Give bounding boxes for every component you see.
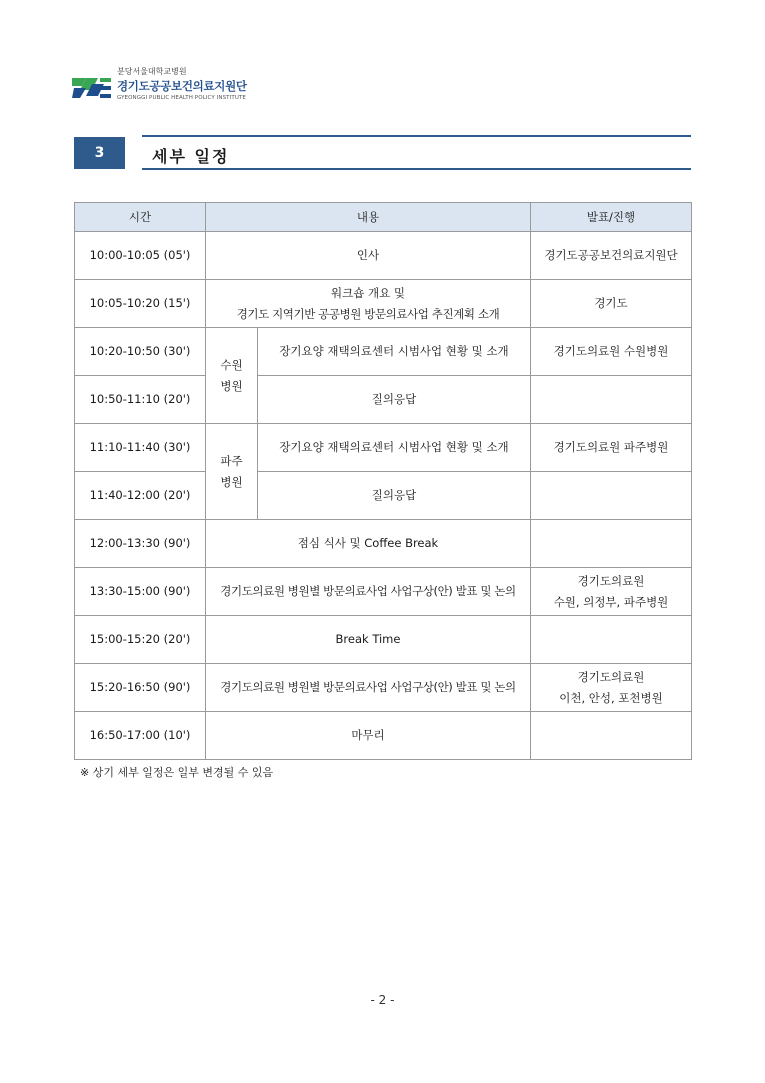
presenter-cell <box>531 472 692 520</box>
logo-main-text: 경기도공공보건의료지원단 <box>117 79 247 93</box>
content-cell: 점심 식사 및 Coffee Break <box>206 520 531 568</box>
content-cell: Break Time <box>206 616 531 664</box>
content-cell: 장기요양 재택의료센터 시범사업 현황 및 소개 <box>258 424 531 472</box>
table-row <box>75 520 692 568</box>
schedule-table <box>74 202 692 760</box>
presenter-cell <box>531 568 692 616</box>
institute-logo <box>72 66 272 108</box>
page-number: - 2 - <box>370 993 395 1007</box>
presenter-cell <box>531 712 692 760</box>
content-cell: 마무리 <box>206 712 531 760</box>
content-line: 경기도 지역기반 공공병원 방문의료사업 추진계획 소개 <box>236 306 500 321</box>
time-cell: 10:00-10:05 (05') <box>75 232 206 280</box>
table-row <box>75 280 692 328</box>
presenter-cell <box>531 616 692 664</box>
time-cell: 15:00-15:20 (20') <box>75 616 206 664</box>
presenter-line: 경기도의료원 <box>577 573 645 588</box>
section-title: 세부 일정 <box>152 147 230 166</box>
section-number: 3 <box>74 137 125 169</box>
logo-mark-icon <box>72 74 112 100</box>
content-cell: 장기요양 재택의료센터 시범사업 현황 및 소개 <box>258 328 531 376</box>
header-content: 내용 <box>206 203 531 232</box>
content-cell: 질의응답 <box>258 472 531 520</box>
time-cell: 10:20-10:50 (30') <box>75 328 206 376</box>
footnote: ※ 상기 세부 일정은 일부 변경될 수 있음 <box>80 766 274 779</box>
time-cell: 11:10-11:40 (30') <box>75 424 206 472</box>
content-cell: 인사 <box>206 232 531 280</box>
table-row <box>75 424 692 472</box>
table-row <box>75 232 692 280</box>
presenter-cell <box>531 376 692 424</box>
content-cell: 경기도의료원 병원별 방문의료사업 사업구상(안) 발표 및 논의 <box>206 664 531 712</box>
presenter-cell <box>531 520 692 568</box>
time-cell: 13:30-15:00 (90') <box>75 568 206 616</box>
table-row <box>75 616 692 664</box>
header-time: 시간 <box>75 203 206 232</box>
time-cell: 12:00-13:30 (90') <box>75 520 206 568</box>
time-cell: 15:20-16:50 (90') <box>75 664 206 712</box>
presenter-line: 경기도의료원 <box>577 669 645 684</box>
group-line: 수원 <box>220 357 243 372</box>
section-heading <box>74 135 691 170</box>
logo-sub-text: 분당서울대학교병원 <box>117 67 187 76</box>
presenter-line: 수원, 의정부, 파주병원 <box>553 594 669 609</box>
group-cell-paju <box>206 424 258 520</box>
group-cell-suwon <box>206 328 258 424</box>
group-line: 파주 <box>220 453 243 468</box>
table-header-row <box>75 203 692 232</box>
group-line: 병원 <box>220 474 243 489</box>
group-line: 병원 <box>220 378 243 393</box>
presenter-cell <box>531 664 692 712</box>
table-row <box>75 664 692 712</box>
presenter-cell: 경기도의료원 수원병원 <box>531 328 692 376</box>
table-row <box>75 376 692 424</box>
content-cell: 질의응답 <box>258 376 531 424</box>
presenter-cell: 경기도공공보건의료지원단 <box>531 232 692 280</box>
time-cell: 10:05-10:20 (15') <box>75 280 206 328</box>
table-row <box>75 472 692 520</box>
time-cell: 11:40-12:00 (20') <box>75 472 206 520</box>
logo-english-text: GYEONGGI PUBLIC HEALTH POLICY INSTITUTE <box>117 95 246 101</box>
presenter-cell: 경기도의료원 파주병원 <box>531 424 692 472</box>
section-title-bar <box>142 135 691 170</box>
time-cell: 10:50-11:10 (20') <box>75 376 206 424</box>
content-line: 워크숍 개요 및 <box>331 285 405 300</box>
content-cell <box>206 280 531 328</box>
table-row <box>75 328 692 376</box>
table-row <box>75 712 692 760</box>
presenter-cell: 경기도 <box>531 280 692 328</box>
header-presenter: 발표/진행 <box>531 203 692 232</box>
content-cell: 경기도의료원 병원별 방문의료사업 사업구상(안) 발표 및 논의 <box>206 568 531 616</box>
table-row <box>75 568 692 616</box>
time-cell: 16:50-17:00 (10') <box>75 712 206 760</box>
presenter-line: 이천, 안성, 포천병원 <box>559 690 663 705</box>
